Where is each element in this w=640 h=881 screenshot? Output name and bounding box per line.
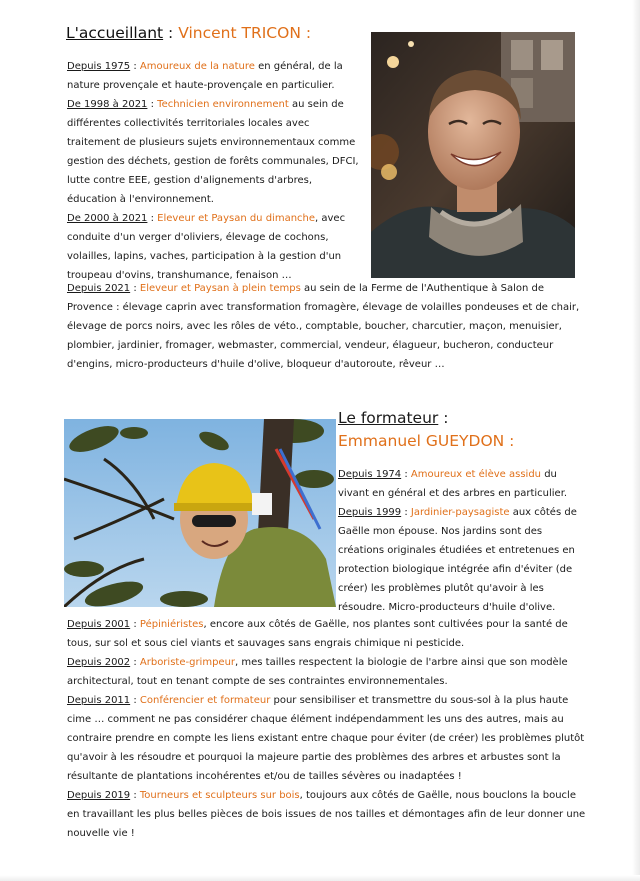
entry-text: , mes tailles respectent la biologie de l'arbre ainsi que son modèle architectural, tout en tenant compte de ses contraintes environnementales.: [67, 657, 568, 687]
entry-period: De 1998 à 2021: [67, 99, 148, 110]
entry-text: , toujours aux côtés de Gaëlle, nous bouclons la boucle en travaillant les plus belles pièces de bois issues de nos tailles et démontages afin de leur donner une nouvelle vie !: [67, 790, 586, 839]
section1-text-lower: [67, 279, 587, 374]
entry-sep: :: [147, 213, 158, 224]
entry-role: Amoureux de la nature: [139, 61, 255, 72]
section2-heading-name: Emmanuel GUEYDON :: [338, 432, 515, 450]
entry: [338, 503, 578, 617]
entry-period: Depuis 2021: [67, 283, 131, 294]
entry-period: Depuis 2002: [67, 657, 131, 668]
entry-role: Amoureux et élève assidu: [410, 469, 542, 480]
entry-sep: :: [130, 695, 140, 706]
entry-role: Technicien environnement: [157, 99, 289, 110]
entry-period: De 2000 à 2021: [67, 213, 148, 224]
entry-period: Depuis 1974: [338, 469, 402, 480]
entry-text: en général, de la nature provençale et haute-provençale en particulier.: [67, 61, 343, 91]
entry-sep: :: [130, 61, 140, 72]
arborist-photo-emmanuel: [64, 419, 336, 607]
page-shadow-bottom: [0, 875, 640, 881]
section1-heading: [66, 24, 311, 42]
entry-period: Depuis 2019: [67, 790, 131, 801]
entry: [67, 653, 587, 691]
entry-role: Arboriste-grimpeur: [139, 657, 236, 668]
section1-heading-sep: :: [163, 24, 179, 42]
section2-heading: [338, 409, 514, 450]
entry: [67, 279, 587, 374]
entry: [67, 95, 363, 209]
section2-text-lower: [67, 615, 587, 843]
entry-text: , encore aux côtés de Gaëlle, nos plantes sont cultivées pour la santé de tous, sur sol et sous ciel viants et sauvages sans engrais chimique ni pesticide.: [67, 619, 568, 649]
entry: [338, 465, 578, 503]
entry-role: Eleveur et Paysan du dimanche: [157, 213, 316, 224]
entry-role: Eleveur et Paysan à plein temps: [139, 283, 301, 294]
entry-role: Jardinier-paysagiste: [410, 507, 510, 518]
entry: [67, 57, 363, 95]
entry-role: Conférencier et formateur: [139, 695, 271, 706]
section2-text-upper: [338, 465, 578, 617]
entry-text: du vivant en général et des arbres en particulier.: [338, 469, 568, 499]
entry-text: au sein de la Ferme de l'Authentique à Salon de Provence : élevage caprin avec transformation fromagère, élevage de volailles pondeuses et de chair, élevage de porcs noirs, avec les rôles de véto., comptable, boucher, charcutier, maçon, menuisier, plombier, jardinier, fromager, webmaster, commercial, vendeur, élagueur, bucheron, conducteur d'engins, micro-producteurs d'huile d'olive, bloqueur d'autoroute, rêveur …: [67, 283, 580, 370]
portrait-photo-vincent: [371, 32, 575, 278]
entry: [67, 786, 587, 843]
page-shadow-right: [632, 0, 640, 881]
section2-heading-label: Le formateur: [338, 409, 439, 427]
entry-period: Depuis 2011: [67, 695, 131, 706]
entry: [67, 615, 587, 653]
entry-sep: :: [401, 469, 411, 480]
entry-period: Depuis 1999: [338, 507, 402, 518]
entry-sep: :: [401, 507, 411, 518]
entry: [67, 209, 363, 285]
entry-text: pour sensibiliser et transmettre du sous-sol à la plus haute cime … comment ne pas considérer chaque élément indépendamment les uns des autres, mais au contraire prendre en compte les liens existant entre chaque pour éviter (de créer) les problèmes plutôt qu'avoir à les résoudre et pourquoi la majeure partie des problèmes des arbres et arbustes sont la résultante de plantations incohérentes et/ou de tailles sévères ou inadaptées !: [67, 695, 585, 782]
entry-text: , avec conduite d'un verger d'oliviers, élevage de cochons, volailles, lapins, vaches, participation à la gestion d'un troupeau d'ovins, transhumance, fenaison …: [67, 213, 346, 281]
section1-heading-label: L'accueillant: [66, 24, 164, 42]
entry-role: Pépiniéristes: [139, 619, 204, 630]
entry-text: au sein de différentes collectivités territoriales locales avec traitement de plusieurs sujets environnementaux comme gestion des déchets, gestion de forêts communales, DFCI, lutte contre EEE, gestion d'alignements d'arbres, éducation à l'environnement.: [67, 99, 359, 205]
entry: [67, 691, 587, 786]
entry-period: Depuis 1975: [67, 61, 131, 72]
entry-sep: :: [130, 619, 140, 630]
entry-sep: :: [130, 790, 140, 801]
entry-sep: :: [130, 657, 140, 668]
entry-text: aux côtés de Gaëlle mon épouse. Nos jardins sont des créations originales étudiées et entretenues en protection biologique intégrée afin d'éviter (de créer) les problèmes plutôt qu'avoir à les résoudre. Micro-producteurs d'huile d'olive.: [338, 507, 577, 613]
section1-text-upper: [67, 57, 363, 285]
entry-sep: :: [147, 99, 158, 110]
entry-role: Tourneurs et sculpteurs sur bois: [139, 790, 300, 801]
section2-heading-sep: :: [438, 409, 449, 427]
section1-heading-name: Vincent TRICON :: [178, 24, 312, 42]
entry-sep: :: [130, 283, 140, 294]
entry-period: Depuis 2001: [67, 619, 131, 630]
